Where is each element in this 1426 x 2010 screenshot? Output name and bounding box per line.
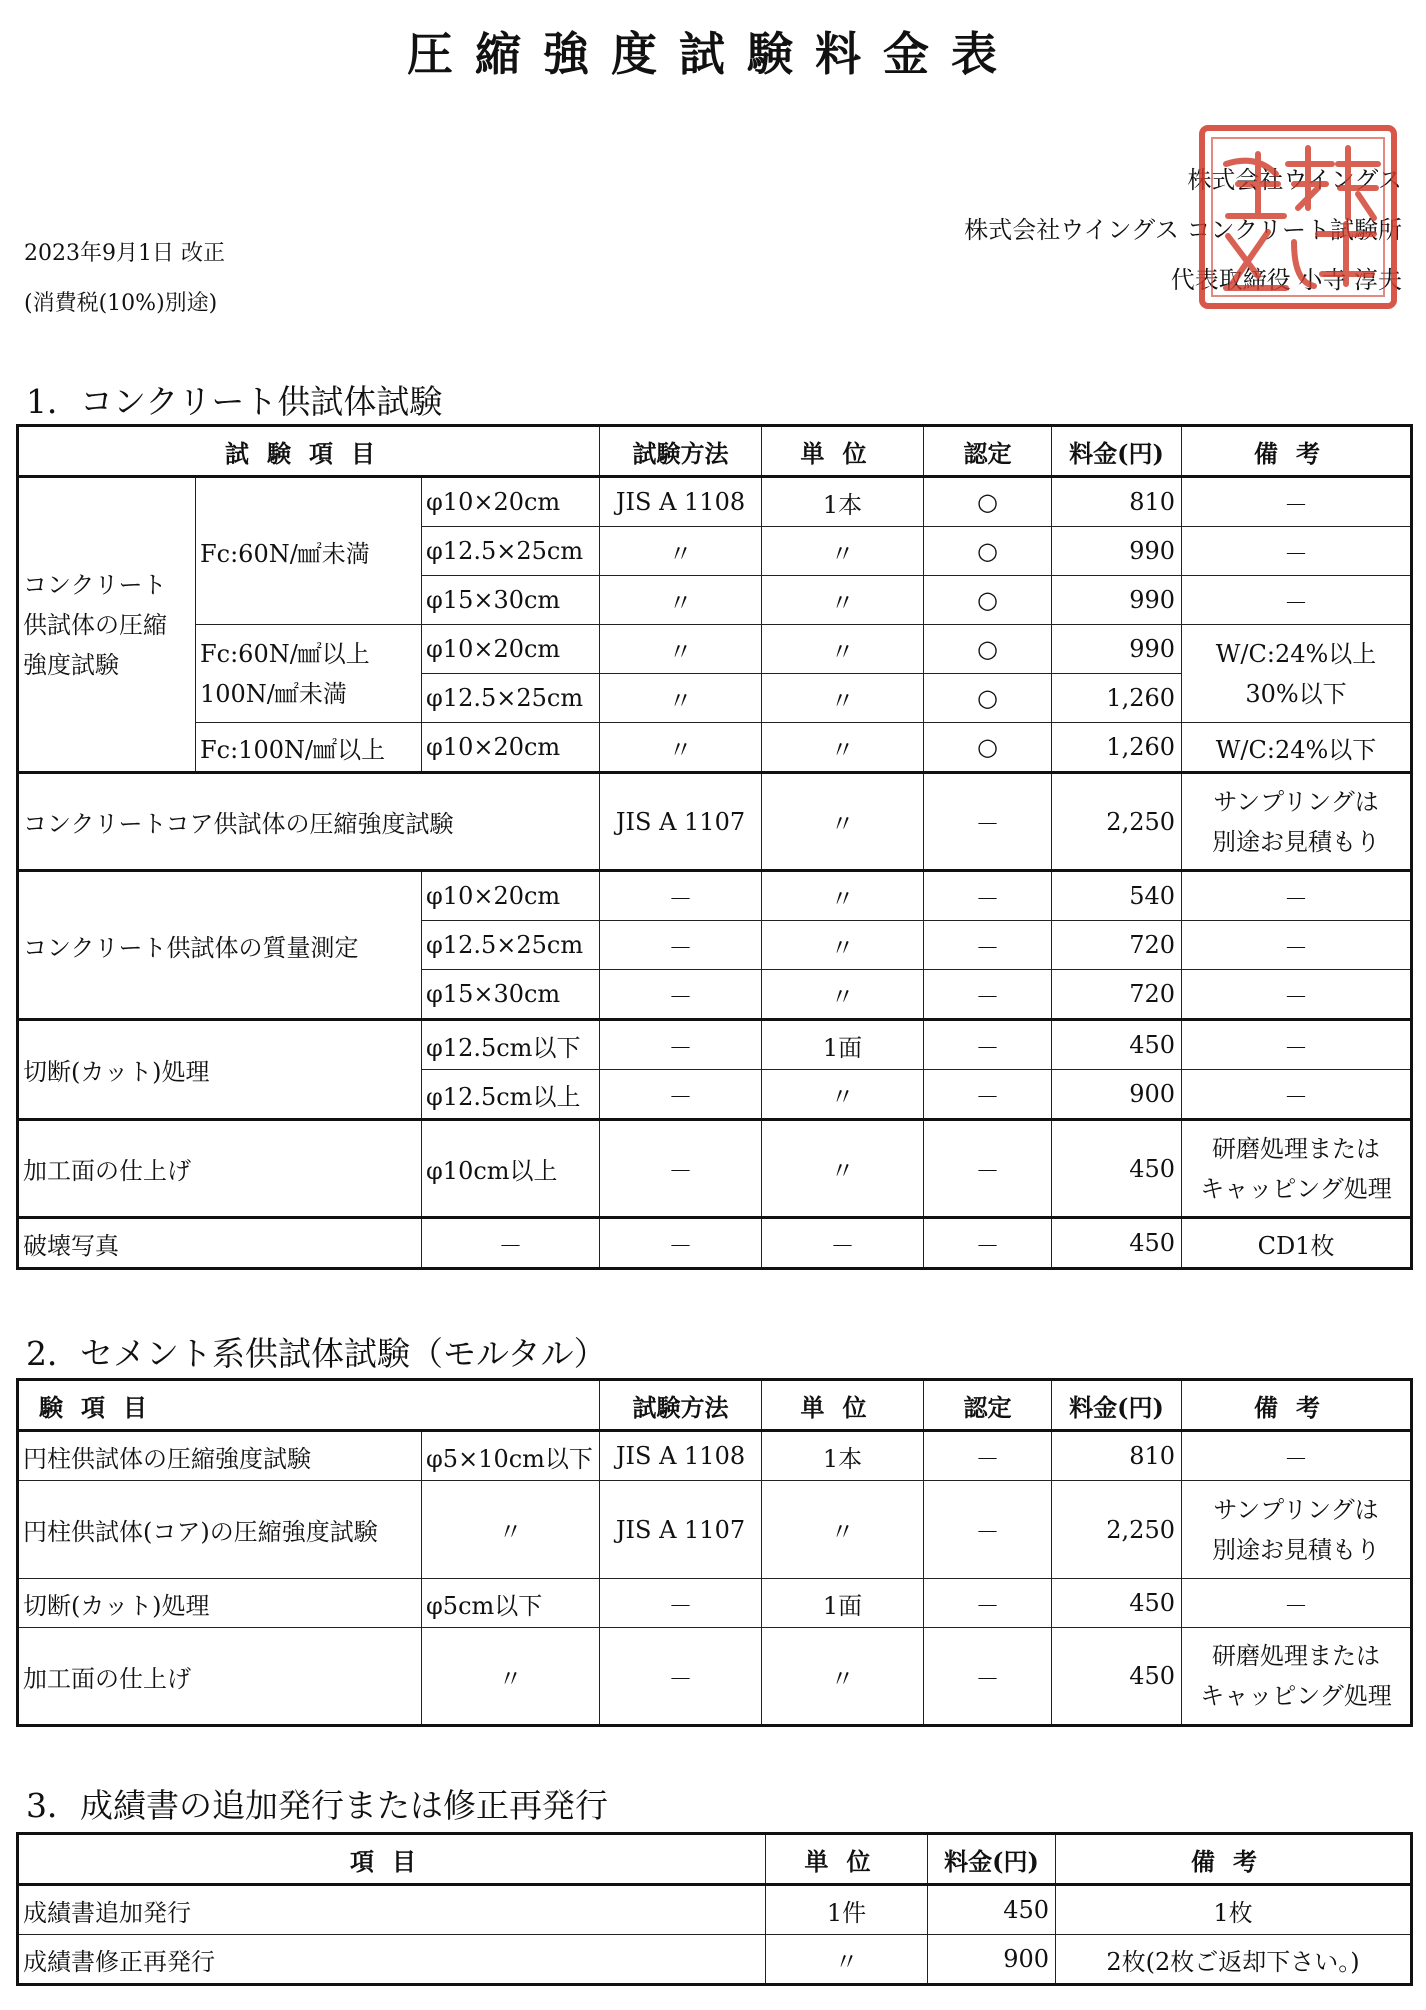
method-cell: － [600, 1020, 762, 1070]
table-row [18, 773, 1412, 871]
fc-60-100-label: Fc:60N/㎟以上 100N/㎟未満 [196, 625, 422, 723]
table-row [18, 1935, 1412, 1985]
size-cell: φ10×20cm [422, 871, 600, 921]
cert-cell: ○ [924, 477, 1052, 527]
header-remarks: 備考 [1056, 1834, 1412, 1885]
fee-cell: 720 [1052, 921, 1182, 970]
size-cell: φ12.5×25cm [422, 527, 600, 576]
item-cell: 成績書修正再発行 [18, 1935, 766, 1985]
fc-lt60-label: Fc:60N/㎟未満 [196, 477, 422, 625]
table-row [18, 625, 1412, 674]
table-row [18, 1481, 1412, 1579]
table-header-row [18, 1380, 1412, 1431]
method-cell: － [600, 1070, 762, 1120]
test-label-cell: 加工面の仕上げ [18, 1628, 422, 1726]
size-cell: φ10cm以上 [422, 1120, 600, 1218]
table-header-row [18, 1834, 1412, 1885]
fee-cell: 990 [1052, 576, 1182, 625]
remarks-cell: W/C:24%以下 [1182, 723, 1412, 773]
header-cert: 認定 [924, 426, 1052, 477]
mass-measurement-label: コンクリート供試体の質量測定 [18, 871, 422, 1020]
header-method: 試験方法 [600, 426, 762, 477]
remarks-cell: － [1182, 871, 1412, 921]
size-cell: φ10×20cm [422, 625, 600, 674]
cert-cell: － [924, 773, 1052, 871]
remarks-cell: CD1枚 [1182, 1218, 1412, 1269]
header-cert: 認定 [924, 1380, 1052, 1431]
header-unit: 単位 [762, 426, 924, 477]
test-label-cell: 円柱供試体の圧縮強度試験 [18, 1431, 422, 1481]
method-cell: 〃 [600, 576, 762, 625]
method-cell: JIS A 1108 [600, 477, 762, 527]
fee-cell: 990 [1052, 527, 1182, 576]
core-test-label: コンクリートコア供試体の圧縮強度試験 [18, 773, 600, 871]
method-cell: JIS A 1107 [600, 773, 762, 871]
header-remarks: 備考 [1182, 1380, 1412, 1431]
unit-cell: 1本 [762, 477, 924, 527]
method-cell: JIS A 1107 [600, 1481, 762, 1579]
unit-cell: 〃 [762, 1120, 924, 1218]
size-cell: φ12.5×25cm [422, 674, 600, 723]
fee-cell: 810 [1052, 1431, 1182, 1481]
compression-test-group-label: コンクリート 供試体の圧縮 強度試験 [18, 477, 196, 773]
remarks-cell: － [1182, 1020, 1412, 1070]
tax-note: (消費税(10%)別途) [24, 291, 218, 316]
header-test-item: 験項目 [18, 1380, 600, 1431]
table-row [18, 1885, 1412, 1935]
cert-cell: ○ [924, 723, 1052, 773]
table-row [18, 1431, 1412, 1481]
cert-cell: － [924, 871, 1052, 921]
remarks-cell: － [1182, 527, 1412, 576]
cert-cell: － [924, 1481, 1052, 1579]
remarks-cell: サンプリングは 別途お見積もり [1182, 1481, 1412, 1579]
unit-cell: 〃 [762, 527, 924, 576]
unit-cell: 〃 [766, 1935, 928, 1985]
fee-cell: 1,260 [1052, 674, 1182, 723]
method-cell: 〃 [600, 723, 762, 773]
cert-cell: － [924, 1431, 1052, 1481]
fee-cell: 720 [1052, 970, 1182, 1020]
size-cell: φ15×30cm [422, 576, 600, 625]
test-label-cell: 円柱供試体(コア)の圧縮強度試験 [18, 1481, 422, 1579]
cert-cell: ○ [924, 527, 1052, 576]
remarks-cell: 研磨処理または キャッピング処理 [1182, 1628, 1412, 1726]
unit-cell: 〃 [762, 723, 924, 773]
cement-test-table [16, 1378, 1413, 1727]
unit-cell: 〃 [762, 625, 924, 674]
unit-cell: 〃 [762, 1481, 924, 1579]
company-seal-stamp [1198, 124, 1398, 310]
header-test-item: 試験項目 [18, 426, 600, 477]
fee-cell: 450 [1052, 1579, 1182, 1628]
cert-cell: － [924, 1070, 1052, 1120]
unit-cell: 〃 [762, 1070, 924, 1120]
remarks-cell: － [1182, 576, 1412, 625]
header-fee: 料金(円) [928, 1834, 1056, 1885]
remarks-cell: 1枚 [1056, 1885, 1412, 1935]
header-fee: 料金(円) [1052, 426, 1182, 477]
table-row [18, 1020, 1412, 1070]
cert-cell: ○ [924, 625, 1052, 674]
fee-cell: 1,260 [1052, 723, 1182, 773]
revision-date: 2023年9月1日 改正 [24, 241, 225, 266]
method-cell: 〃 [600, 527, 762, 576]
header-item: 項目 [18, 1834, 766, 1885]
fee-cell: 450 [1052, 1020, 1182, 1070]
remarks-cell: － [1182, 1431, 1412, 1481]
table-row [18, 871, 1412, 921]
fee-cell: 810 [1052, 477, 1182, 527]
lab-name: 株式会社ウイングス コンクリート試験所 [964, 216, 1402, 244]
remarks-cell: － [1182, 970, 1412, 1020]
method-cell: 〃 [600, 674, 762, 723]
unit-cell: 〃 [762, 1628, 924, 1726]
table-row [18, 1120, 1412, 1218]
cert-cell: ○ [924, 576, 1052, 625]
fee-cell: 450 [1052, 1628, 1182, 1726]
table-row [18, 1579, 1412, 1628]
size-cell: 〃 [422, 1481, 600, 1579]
unit-cell: 〃 [762, 921, 924, 970]
method-cell: － [600, 1218, 762, 1269]
unit-cell: 〃 [762, 871, 924, 921]
method-cell: － [600, 1579, 762, 1628]
fracture-photo-label: 破壊写真 [18, 1218, 422, 1269]
cert-cell: － [924, 970, 1052, 1020]
fee-cell: 900 [1052, 1070, 1182, 1120]
unit-cell: 1本 [762, 1431, 924, 1481]
size-cell: φ5cm以下 [422, 1579, 600, 1628]
unit-cell: 〃 [762, 970, 924, 1020]
remarks-cell: W/C:24%以上 30%以下 [1182, 625, 1412, 723]
section-1-title: 1．コンクリート供試体試験 [26, 382, 443, 421]
unit-cell: 1件 [766, 1885, 928, 1935]
fee-cell: 900 [928, 1935, 1056, 1985]
fc-ge100-label: Fc:100N/㎟以上 [196, 723, 422, 773]
table-header-row [18, 426, 1412, 477]
remarks-cell: 2枚(2枚ご返却下さい。) [1056, 1935, 1412, 1985]
section-3-title: 3．成績書の追加発行または修正再発行 [26, 1786, 608, 1825]
size-cell: φ12.5cm以上 [422, 1070, 600, 1120]
fee-cell: 450 [928, 1885, 1056, 1935]
size-cell: 〃 [422, 1628, 600, 1726]
cert-cell: ○ [924, 674, 1052, 723]
unit-cell: 〃 [762, 674, 924, 723]
concrete-test-table [16, 424, 1413, 1270]
cert-cell: － [924, 1628, 1052, 1726]
method-cell: － [600, 970, 762, 1020]
cut-processing-label: 切断(カット)処理 [18, 1020, 422, 1120]
size-cell: φ10×20cm [422, 723, 600, 773]
table-row [18, 477, 1412, 527]
size-cell: φ12.5×25cm [422, 921, 600, 970]
size-cell: φ12.5cm以下 [422, 1020, 600, 1070]
method-cell: － [600, 1628, 762, 1726]
cert-cell: － [924, 1579, 1052, 1628]
method-cell: － [600, 1120, 762, 1218]
table-row [18, 723, 1412, 773]
method-cell: － [600, 921, 762, 970]
unit-cell: － [762, 1218, 924, 1269]
cert-cell: － [924, 1020, 1052, 1070]
item-cell: 成績書追加発行 [18, 1885, 766, 1935]
remarks-cell: － [1182, 1579, 1412, 1628]
company-name: 株式会社ウイングス [1187, 166, 1402, 194]
table-row [18, 1218, 1412, 1269]
remarks-cell: サンプリングは 別途お見積もり [1182, 773, 1412, 871]
header-method: 試験方法 [600, 1380, 762, 1431]
remarks-cell: 研磨処理または キャッピング処理 [1182, 1120, 1412, 1218]
fee-cell: 450 [1052, 1218, 1182, 1269]
unit-cell: 1面 [762, 1020, 924, 1070]
header-unit: 単位 [766, 1834, 928, 1885]
report-reissue-table [16, 1832, 1413, 1986]
section-2-title: 2．セメント系供試体試験（モルタル） [26, 1334, 607, 1373]
size-cell: φ5×10cm以下 [422, 1431, 600, 1481]
header-remarks: 備考 [1182, 426, 1412, 477]
size-cell: φ15×30cm [422, 970, 600, 1020]
method-cell: JIS A 1108 [600, 1431, 762, 1481]
fee-cell: 2,250 [1052, 773, 1182, 871]
cert-cell: － [924, 921, 1052, 970]
remarks-cell: － [1182, 921, 1412, 970]
method-cell: － [600, 871, 762, 921]
surface-finish-label: 加工面の仕上げ [18, 1120, 422, 1218]
size-cell: φ10×20cm [422, 477, 600, 527]
size-cell: － [422, 1218, 600, 1269]
fee-cell: 540 [1052, 871, 1182, 921]
method-cell: 〃 [600, 625, 762, 674]
unit-cell: 1面 [762, 1579, 924, 1628]
remarks-cell: － [1182, 1070, 1412, 1120]
fee-cell: 990 [1052, 625, 1182, 674]
representative: 代表取締役 小寺 淳夫 [1170, 266, 1402, 294]
unit-cell: 〃 [762, 576, 924, 625]
fee-cell: 450 [1052, 1120, 1182, 1218]
page-title: 圧縮強度試験料金表 [407, 27, 1019, 81]
header-fee: 料金(円) [1052, 1380, 1182, 1431]
cert-cell: － [924, 1218, 1052, 1269]
fee-cell: 2,250 [1052, 1481, 1182, 1579]
table-row [18, 1628, 1412, 1726]
test-label-cell: 切断(カット)処理 [18, 1579, 422, 1628]
header-unit: 単位 [762, 1380, 924, 1431]
unit-cell: 〃 [762, 773, 924, 871]
cert-cell: － [924, 1120, 1052, 1218]
remarks-cell: － [1182, 477, 1412, 527]
